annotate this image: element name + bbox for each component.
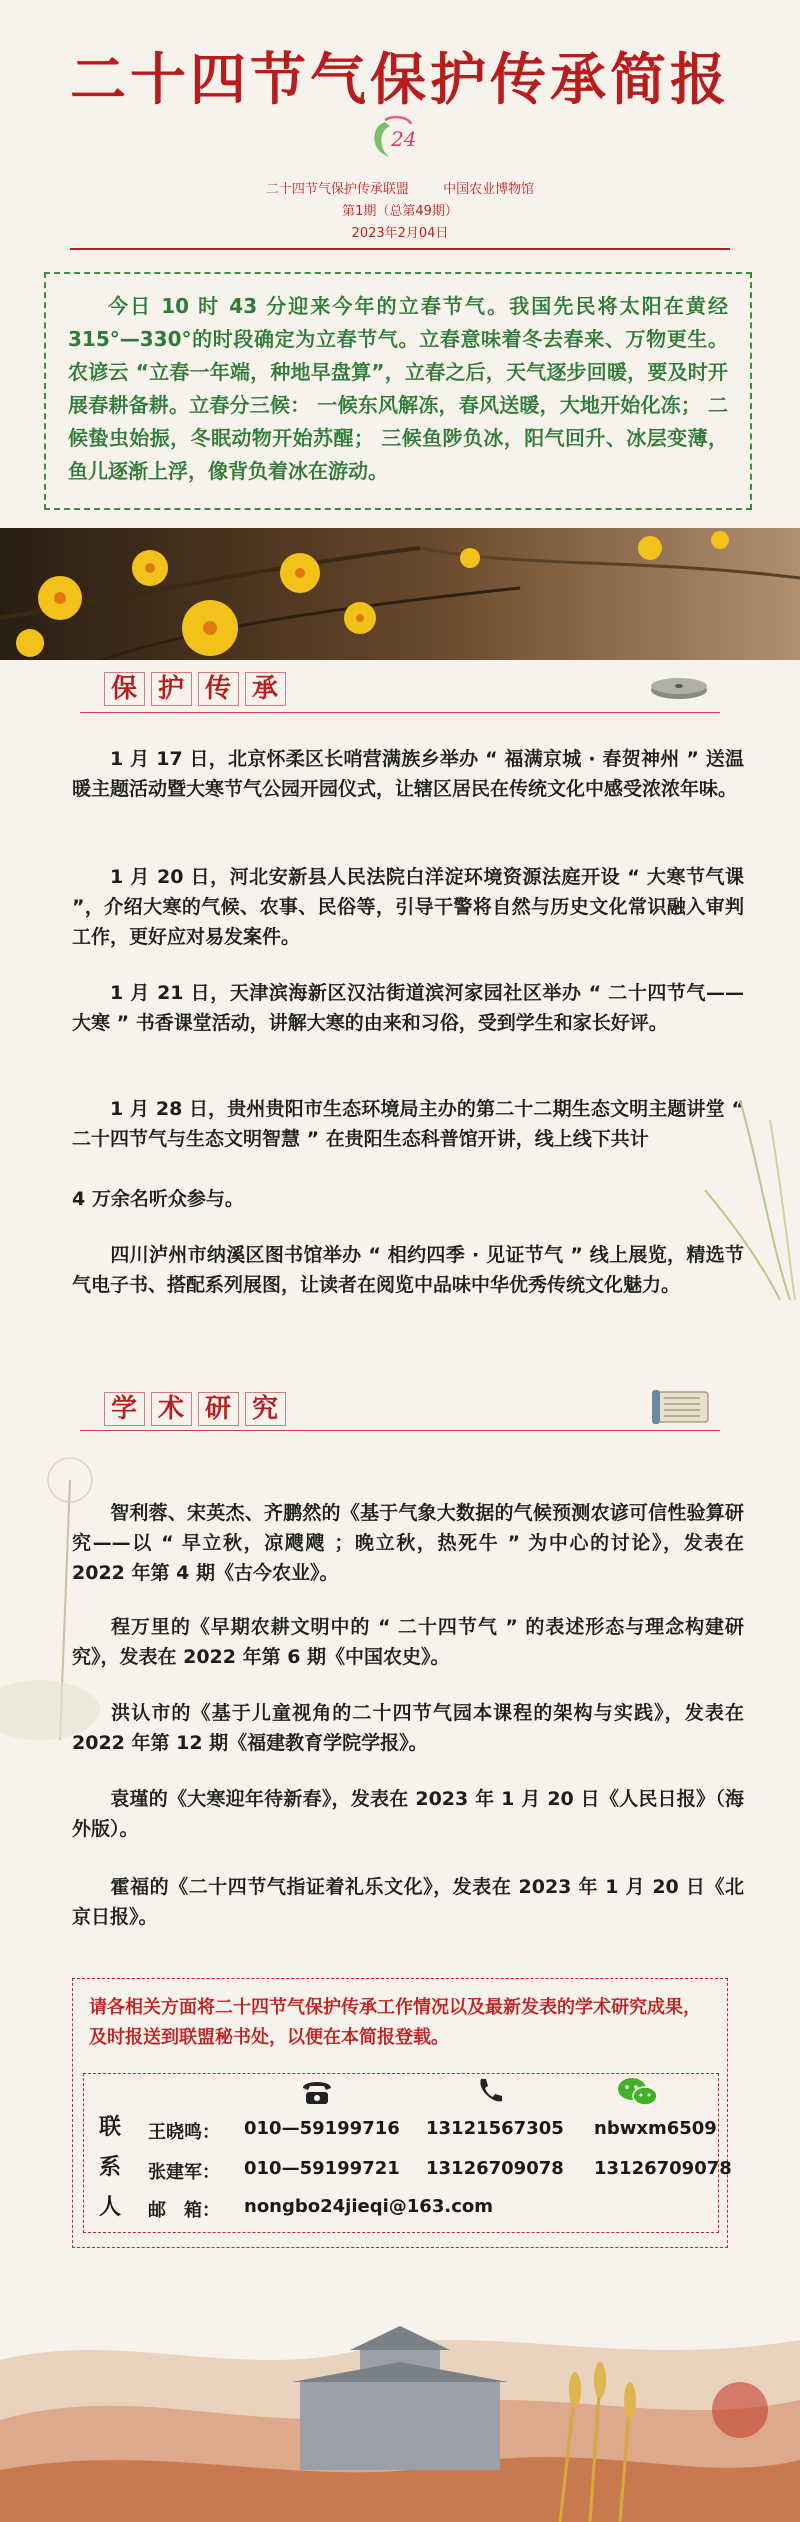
- jasmine-flowers-image: [0, 528, 800, 660]
- contact-phone: 010—59199716: [244, 2118, 400, 2139]
- telephone-icon: [300, 2078, 334, 2106]
- footer-illustration: [0, 2270, 800, 2522]
- logo-text: 24: [391, 127, 417, 151]
- section-title-research: 学 术 研 究: [104, 1392, 292, 1426]
- news-item: 1 月 17 日，北京怀柔区长哨营满族乡举办 “ 福满京城 · 春贺神州 ” 送温暖主题活动暨大寒节气公园开园仪式，让辖区居民在传统文化中感受浓浓年味。: [72, 748, 744, 800]
- section-divider: [80, 712, 720, 713]
- section-title-protection: 保 护 传 承: [104, 672, 292, 706]
- news-item: 四川泸州市纳溪区图书馆举办 “ 相约四季 · 见证节气 ” 线上展览，精选节气电子书、搭配系列展图，让读者在阅览中品味中华优秀传统文化魅力。: [72, 1244, 744, 1296]
- contact-name: 王晓鸣：: [148, 2122, 220, 2143]
- research-item: 程万里的《早期农耕文明中的 “ 二十四节气 ” 的表述形态与理念构建研究》，发表在 2022 年第 6 期《中国农史》。: [72, 1616, 744, 1668]
- millstone-icon: [648, 674, 710, 704]
- contact-table: [83, 2073, 732, 2233]
- news-item: 1 月 28 日，贵州贵阳市生态环境局主办的第二十二期生态文明主题讲堂 “ 二十四节气与生态文明智慧 ” 在贵阳生态科普馆开讲，线上线下共计: [72, 1098, 744, 1150]
- page-title: 二十四节气保护传承简报: [70, 47, 730, 113]
- contact-mobile: 13126709078: [426, 2158, 564, 2179]
- intro-box: 今日 10 时 43 分迎来今年的立春节气。我国先民将太阳在黄经 315°—330°的时段确定为立春节气。立春意味着冬去春来、万物更生。农谚云 “立春一年端，种地早盘算”，立春之后，天气逐步回暖，要及时开展春耕备耕。立春分三候： 一候东风解冻，春风送暖，大地开始化冻； 二候蛰虫始振，冬眠动物开始苏醒； 三候鱼陟负冰，阳气回升、冰层变薄，鱼儿逐渐上浮，像背负着冰在游动。: [44, 272, 752, 510]
- submission-notice: 请各相关方面将二十四节气保护传承工作情况以及最新发表的学术研究成果，及时报送到联盟秘书处，以便在本简报登载。: [89, 1997, 701, 2048]
- contact-name: 张建军：: [148, 2162, 220, 2183]
- contact-mobile: 13121567305: [426, 2118, 564, 2139]
- news-item: 1 月 20 日，河北安新县人民法院白洋淀环境资源法庭开设 “ 大寒节气课 ”，介绍大寒的气候、农事、民俗等，引导干警将自然与历史文化常识融入审判工作，更好应对易发案件。: [72, 866, 744, 948]
- scroll-book-icon: [650, 1386, 714, 1426]
- research-item: 袁瑾的《大寒迎年待新春》，发表在 2023 年 1 月 20 日《人民日报》（海外版）。: [72, 1788, 744, 1840]
- research-item: 智利蓉、宋英杰、齐鹏然的《基于气象大数据的气候预测农谚可信性验算研究——以 “ 早立秋，凉飕飕 ；晚立秋，热死牛 ” 为中心的讨论》，发表在 2022 年第 4 期《古今农业》。: [72, 1502, 744, 1584]
- section-divider: [80, 1430, 720, 1431]
- email-label: 邮 箱：: [148, 2200, 220, 2221]
- contact-wechat: 13126709078: [594, 2158, 732, 2179]
- contact-label: 联 系 人: [98, 2115, 121, 2220]
- contact-phone: 010—59199721: [244, 2158, 400, 2179]
- issue-number: 第1期（总第49期）: [342, 204, 458, 219]
- contact-box: [72, 1978, 732, 2248]
- grass-decoration: [700, 1080, 800, 1300]
- issue-date: 2023年2月04日: [351, 226, 449, 241]
- phone-icon: [474, 2076, 504, 2106]
- news-item: 1 月 21 日，天津滨海新区汉沽街道滨河家园社区举办 “ 二十四节气——大寒 ” 书香课堂活动，讲解大寒的由来和习俗，受到学生和家长好评。: [72, 982, 744, 1034]
- dandelion-decoration: [0, 1440, 140, 1740]
- wechat-icon: [616, 2076, 660, 2108]
- org-line: [0, 178, 800, 197]
- research-item: 霍福的《二十四节气指证着礼乐文化》，发表在 2023 年 1 月 20 日《北京日报》。: [72, 1876, 744, 1928]
- org-right: 中国农业博物馆: [443, 182, 535, 197]
- research-item: 洪认市的《基于儿童视角的二十四节气园本课程的架构与实践》，发表在 2022 年第 12 期《福建教育学院学报》。: [72, 1702, 744, 1754]
- flower-banner: [0, 528, 800, 660]
- org-left: 二十四节气保护传承联盟: [265, 182, 409, 197]
- contact-wechat: nbwxm6509: [594, 2118, 717, 2139]
- header-divider: [70, 248, 730, 250]
- logo: [365, 112, 435, 167]
- contact-email[interactable]: nongbo24jieqi@163.com: [244, 2196, 493, 2217]
- news-item-continued: 4 万余名听众参与。: [72, 1188, 244, 1210]
